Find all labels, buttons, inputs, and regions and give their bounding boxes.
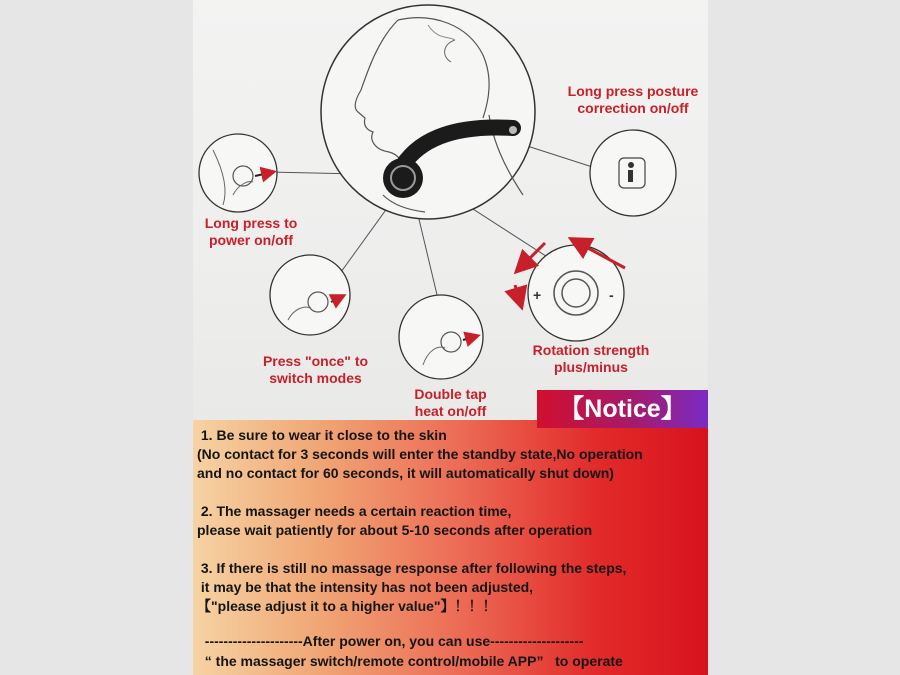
mode-button-circle: [270, 255, 350, 335]
power-button-circle: [199, 134, 277, 212]
power-callout-line-2: power on/off: [209, 232, 293, 248]
notice-title-badge: 【Notice】: [537, 390, 708, 428]
notice-line-8: 【"please adjust it to a higher value"】！！！: [197, 598, 497, 614]
heat-callout: [398, 386, 503, 420]
notice-panel: [193, 420, 708, 675]
posture-button-circle: [590, 130, 676, 216]
dial-minus-label: -: [609, 287, 614, 303]
strength-callout-line-2: plus/minus: [554, 359, 628, 375]
heat-callout-line-1: Double tap: [414, 386, 487, 402]
notice-line-10: “ the massager switch/remote control/mobile APP” to operate: [197, 653, 623, 669]
modes-callout: [253, 353, 378, 387]
modes-callout-line-2: switch modes: [269, 370, 362, 386]
posture-callout: [558, 83, 708, 117]
notice-line-4: 2. The massager needs a certain reaction time,: [197, 503, 512, 519]
notice-line-2: (No contact for 3 seconds will enter the standby state,No operation: [197, 446, 643, 462]
instruction-card: [193, 0, 708, 675]
strength-callout-line-1: Rotation strength: [532, 342, 650, 358]
notice-line-5: please wait patiently for about 5-10 seconds after operation: [197, 522, 593, 538]
power-callout: [195, 215, 307, 249]
usage-diagram: [193, 0, 708, 420]
power-callout-line-1: Long press to: [204, 215, 298, 231]
dial-plus-label: +: [533, 287, 542, 303]
modes-callout-line-1: Press "once" to: [262, 353, 369, 369]
notice-line-6: 3. If there is still no massage response after following the steps,: [197, 560, 627, 576]
heat-button-circle: [399, 295, 483, 379]
head-neck-circle: [321, 5, 535, 219]
notice-line-1: 1. Be sure to wear it close to the skin: [197, 427, 447, 443]
posture-callout-line-2: correction on/off: [577, 100, 689, 116]
notice-line-3: and no contact for 60 seconds, it will automatically shut down): [197, 465, 614, 481]
notice-line-9: ---------------------After power on, you can use--------------------: [197, 633, 584, 649]
posture-callout-line-1: Long press posture: [567, 83, 699, 99]
notice-line-7: it may be that the intensity has not been adjusted,: [197, 579, 534, 595]
strength-callout: [521, 342, 661, 376]
heat-callout-line-2: heat on/off: [414, 403, 487, 419]
